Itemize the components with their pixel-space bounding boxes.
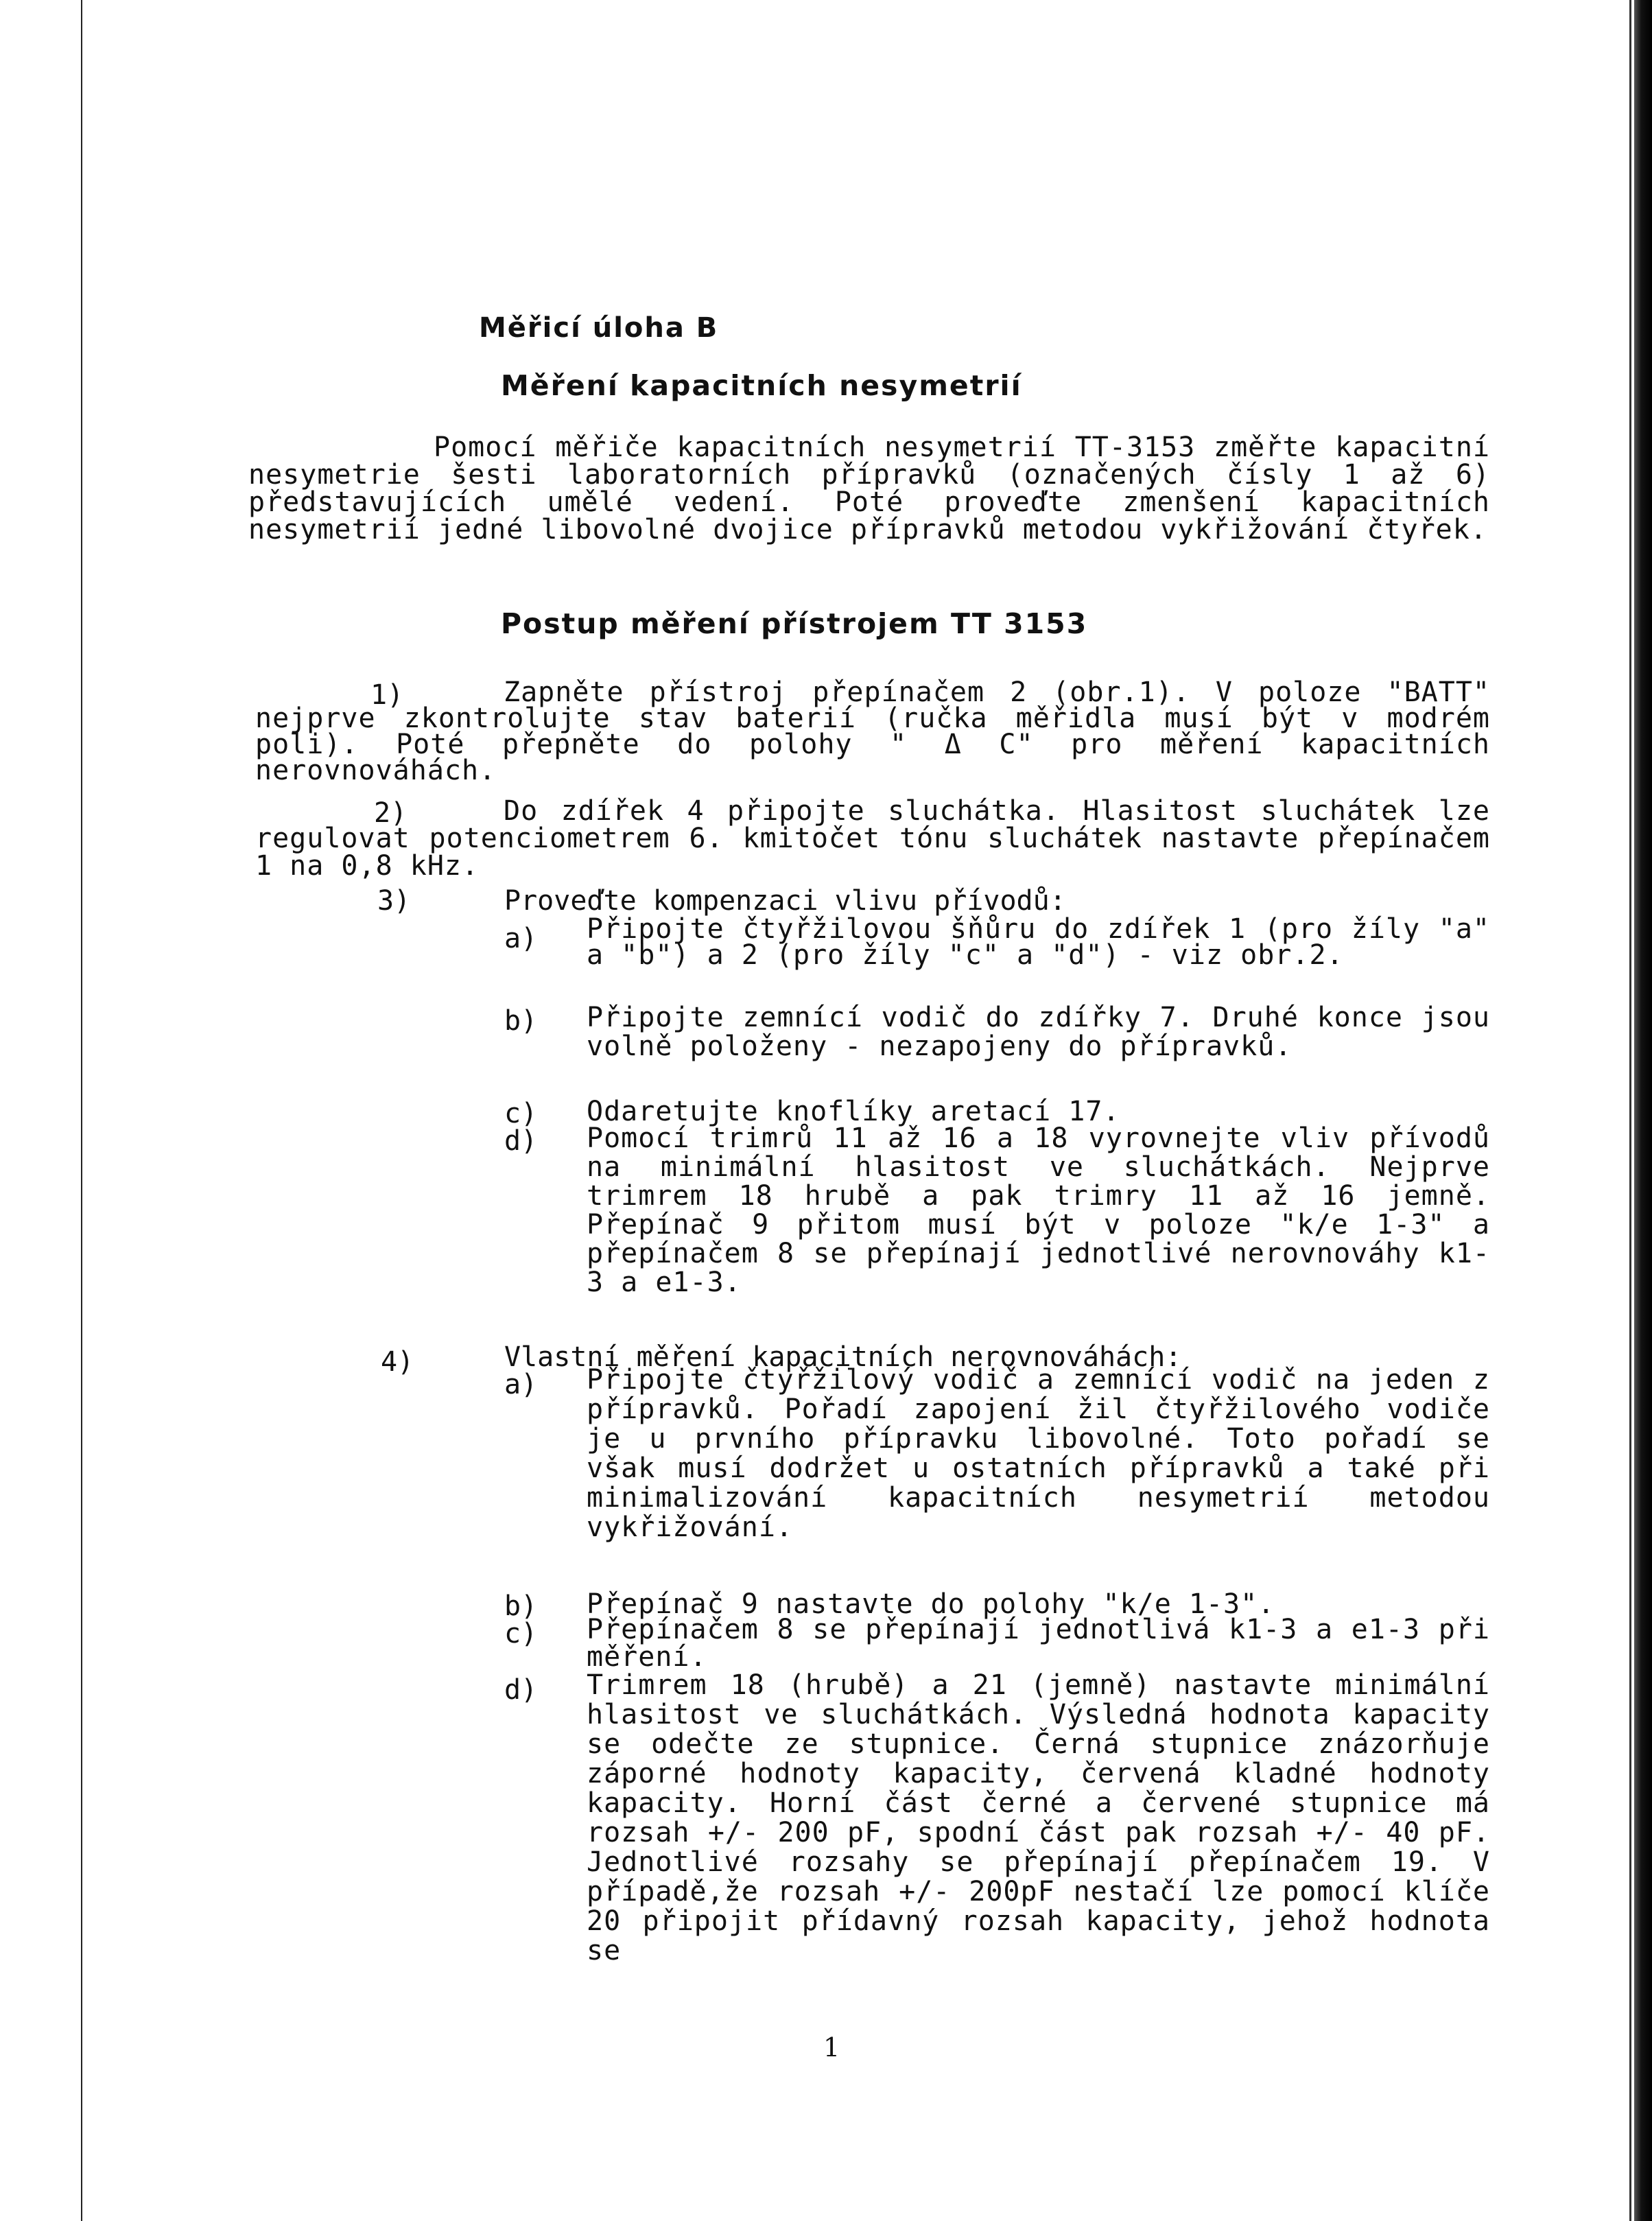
- step-text: Proveďte kompenzaci vlivu přívodů:: [504, 885, 1066, 917]
- intro-paragraph: Pomocí měřiče kapacitních nesymetrií TT-3153 změřte kapacitní nesymetrie šesti laboratorních přípravků (označených čísly 1 až 6) představujících umělé vedení. Poté proveďte zmenšení kapacitních nesymetrií jedné libovolné dvojice přípravků metodou vykřižování čtyřek.: [248, 432, 1490, 545]
- procedure-heading: Postup měření přístrojem TT 3153: [501, 607, 1088, 640]
- sub-step-label: d): [504, 1674, 538, 1706]
- left-margin-line: [81, 0, 82, 2221]
- sub-step-text: Pomocí trimrů 11 až 16 a 18 vyrovnejte vliv přívodů na minimální hlasitost ve sluchátkách. Nejprve trimrem 18 hrubě a pak trimry 11 až 16 jemně. Přepínač 9 přitom musí být v poloze "k/e 1-3" a přepínačem 8 se přepínají jednotlivé nerovnováhy k1-3 a e1-3.: [587, 1123, 1490, 1298]
- sub-step-label: b): [504, 1005, 538, 1037]
- sub-step-text: Přepínačem 8 se přepínají jednotlivá k1-3 a e1-3 při měření.: [587, 1614, 1490, 1673]
- document-title: Měřicí úloha B: [479, 312, 719, 344]
- scan-edge-line: [1629, 0, 1631, 2221]
- step-number: 3): [377, 885, 411, 917]
- step-number: 4): [381, 1346, 414, 1378]
- step-number: 1): [370, 679, 404, 711]
- sub-step-label: d): [504, 1125, 538, 1157]
- step-text: Zapněte přístroj přepínačem 2 (obr.1). V poloze "BATT" nejprve zkontrolujte stav baterií (ručka měřidla musí být v modrém poli). Poté přepněte do polohy " Δ C" pro měření kapacitních nerovnováhách.: [255, 677, 1490, 786]
- sub-step-text: Odaretujte knoflíky aretací 17.: [587, 1096, 1120, 1127]
- step-text: Vlastní měření kapacitních nerovnováhách:: [504, 1341, 1182, 1373]
- sub-step-text: Připojte čtyřžilovou šňůru do zdířek 1 (pro žíly "a" a "b") a 2 (pro žíly "c" a "d") - viz obr.2.: [587, 913, 1490, 971]
- sub-step-text: Připojte zemnící vodič do zdířky 7. Druhé konce jsou volně položeny - nezapojeny do přípravků.: [587, 1002, 1490, 1062]
- sub-step-label: b): [504, 1590, 538, 1622]
- sub-step-text: Připojte čtyřžilový vodič a zemnící vodič na jeden z přípravků. Pořadí zapojení žil čtyřžilového vodiče je u prvního přípravku libovolné. Toto pořadí se však musí dodržet u ostatních přípravků a také při minimalizování kapacitních nesymetrií metodou vykřižování.: [587, 1364, 1490, 1543]
- sub-step-label: a): [504, 1369, 538, 1400]
- sub-step-label: c): [504, 1098, 538, 1129]
- page-number: 1: [823, 2032, 840, 2063]
- scan-dark-edge: [1634, 0, 1652, 2221]
- step-text: Do zdířek 4 připojte sluchátka. Hlasitost sluchátek lze regulovat potenciometrem 6. kmitočet tónu sluchátek nastavte přepínačem 1 na 0,8 kHz.: [255, 795, 1490, 882]
- sub-step-text: Trimrem 18 (hrubě) a 21 (jemně) nastavte minimální hlasitost ve sluchátkách. Výsledná hodnota kapacity se odečte ze stupnice. Černá stupnice znázorňuje záporné hodnoty kapacity, červená kladné hodnoty kapacity. Horní část černé a červené stupnice má rozsah +/- 200 pF, spodní část pak rozsah +/- 40 pF. Jednotlivé rozsahy se přepínají přepínačem 19. V případě,že rozsah +/- 200pF nestačí lze pomocí klíče 20 připojit přídavný rozsah kapacity, jehož hodnota se: [587, 1669, 1490, 1966]
- sub-step-label: c): [504, 1618, 538, 1649]
- sub-step-label: a): [504, 923, 538, 954]
- sub-step-text: Přepínač 9 nastavte do polohy "k/e 1-3".: [587, 1588, 1275, 1620]
- step-number: 2): [374, 797, 408, 829]
- document-subtitle: Měření kapacitních nesymetrií: [501, 369, 1022, 402]
